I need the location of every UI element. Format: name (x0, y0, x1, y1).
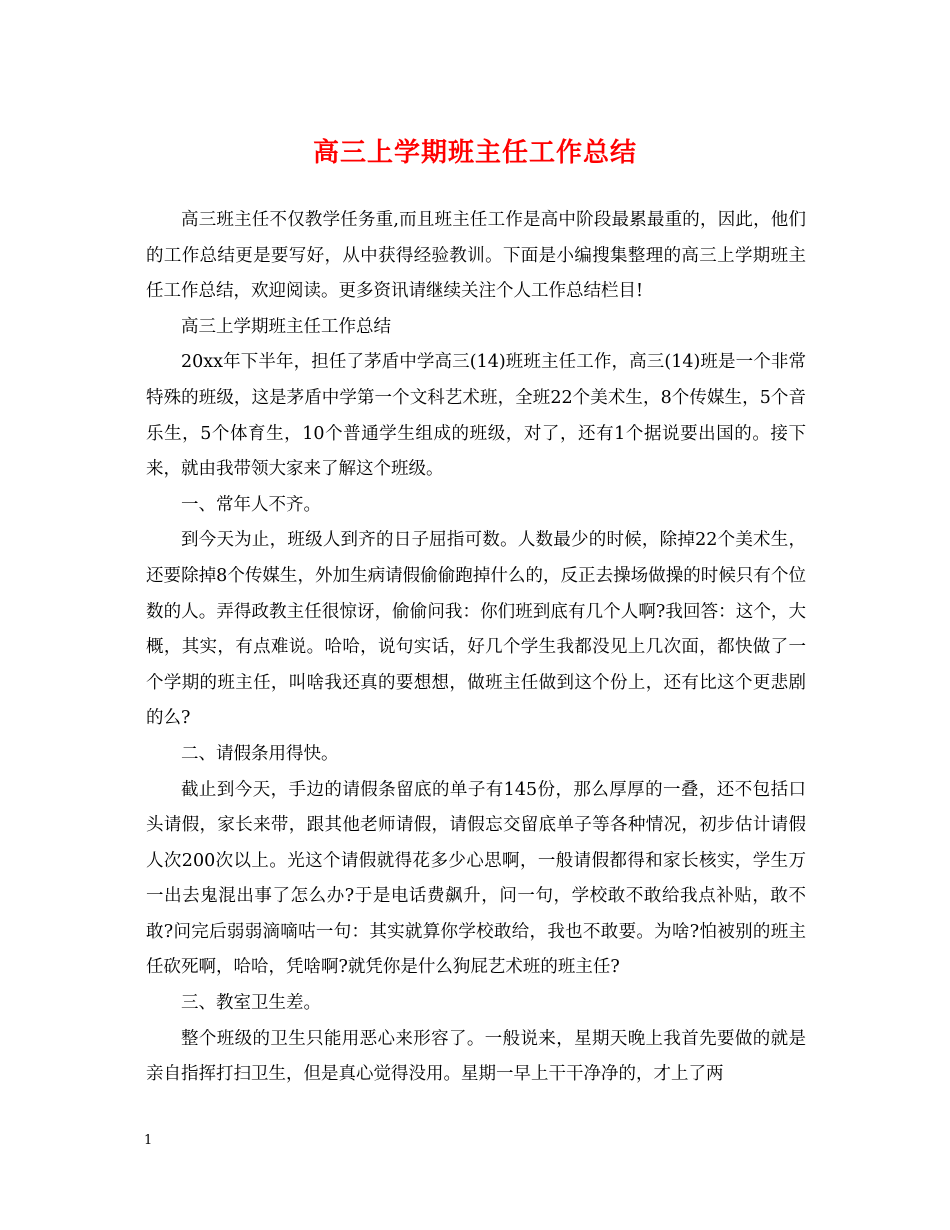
paragraph-subtitle: 高三上学期班主任工作总结 (181, 316, 391, 337)
section-heading-1: 一、常年人不齐。 (181, 494, 321, 515)
paragraph-hygiene: 整个班级的卫生只能用恶心来形容了。一般说来，星期天晚上我首先要做的就是亲自指挥打扫卫生，但是真心觉得没用。星期一早上干干净净的，才上了两 (146, 1028, 806, 1085)
paragraph-intro: 高三班主任不仅教学任务重,而且班主任工作是高中阶段最累最重的，因此，他们的工作总结更是要写好，从中获得经验教训。下面是小编搜集整理的高三上学期班主任工作总结，欢迎阅读。更多资讯请继续关注个人工作总结栏目! (146, 210, 806, 302)
paragraph-attendance: 到今天为止，班级人到齐的日子屈指可数。人数最少的时候，除掉22个美术生，还要除掉8个传媒生，外加生病请假偷偷跑掉什么的，反正去操场做操的时候只有个位数的人。弄得政教主任很惊讶，偷偷问我：你们班到底有几个人啊?我回答：这个，大概，其实，有点难说。哈哈，说句实话，好几个学生我都没见上几次面，都快做了一个学期的班主任，叫啥我还真的要想想，做班主任做到这个份上，还有比这个更悲剧的么? (146, 530, 806, 729)
paragraph-class-overview: 20xx年下半年，担任了茅盾中学高三(14)班班主任工作，高三(14)班是一个非常特殊的班级，这是茅盾中学第一个文科艺术班，全班22个美术生，8个传媒生，5个音乐生，5个体育生，10个普通学生组成的班级，对了，还有1个据说要出国的。接下来，就由我带领大家来了解这个班级。 (146, 352, 806, 480)
section-heading-3: 三、教室卫生差。 (181, 993, 321, 1014)
paragraph-leave-notes: 截止到今天，手边的请假条留底的单子有145份，那么厚厚的一叠，还不包括口头请假，家长来带，跟其他老师请假，请假忘交留底单子等各种情况，初步估计请假人次200次以上。光这个请假就得花多少心思啊，一般请假都得和家长核实，学生万一出去鬼混出事了怎么办?于是电话费飙升，问一句，学校敢不敢给我点补贴，敢不敢?问完后弱弱滴嘀咕一句：其实就算你学校敢给，我也不敢要。为啥?怕被别的班主任砍死啊，哈哈，凭啥啊?就凭你是什么狗屁艺术班的班主任? (146, 779, 806, 978)
section-heading-2: 二、请假条用得快。 (181, 743, 339, 764)
page-number: 1 (144, 1133, 153, 1148)
document-title: 高三上学期班主任工作总结 (312, 138, 637, 168)
document-body (146, 203, 806, 1093)
